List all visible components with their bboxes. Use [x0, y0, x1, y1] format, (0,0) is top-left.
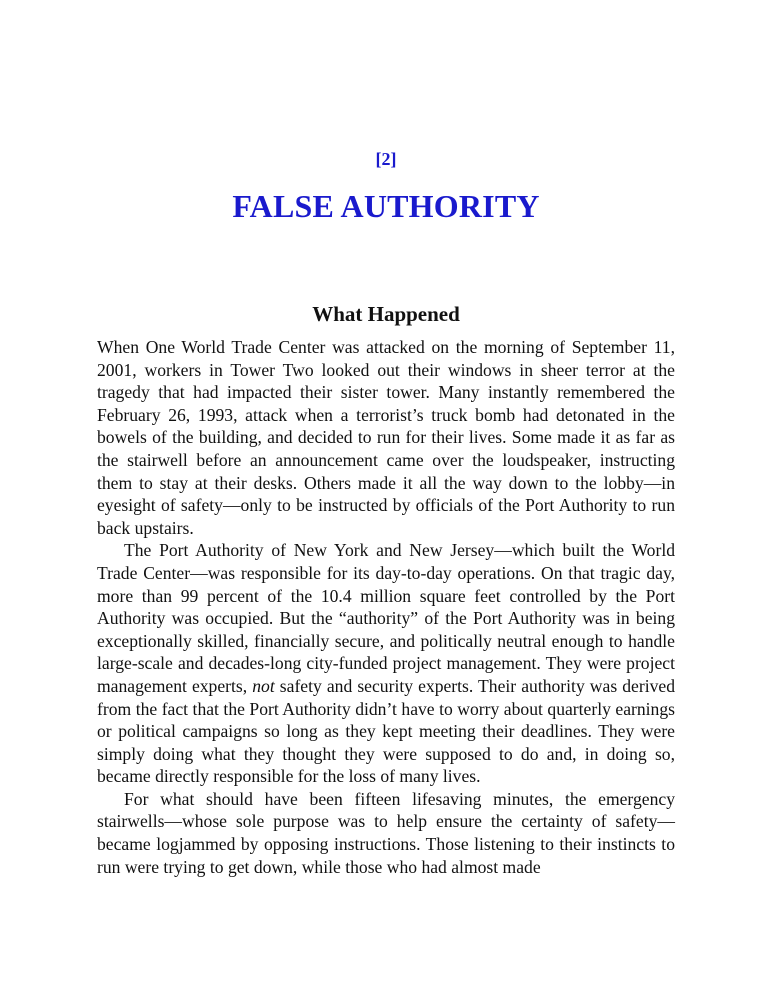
emphasis-not: not — [252, 675, 275, 696]
paragraph-3: For what should have been fifteen lifesaving minutes, the emergency stairwells—whose sole purpose was to help ensure the certainty of safety—became logjammed by opposing instructions. Those listening to their instincts to run were trying to get down, while those who had almost made — [97, 788, 675, 877]
paragraph-2-text-b: safety and security experts. Their authority was derived from the fact that the Port Authority didn’t have to worry about quarterly earnings or political campaigns so long as they kept meeting their deadlines. They were simply doing what they thought they were supposed to do and, in doing so, became directly responsible for the loss of many lives. — [97, 675, 675, 787]
paragraph-1: When One World Trade Center was attacked on the morning of September 11, 2001, workers in Tower Two looked out their windows in sheer terror at the tragedy that had impacted their sister tower. Many instantly remembered the February 26, 1993, attack when a terrorist’s truck bomb had detonated in the bowels of the building, and decided to run for their lives. Some made it as far as the stairwell before an announcement came over the loudspeaker, instructing them to stay at their desks. Others made it all the way down to the lobby—in eyesight of safety—only to be instructed by officials of the Port Authority to run back upstairs. — [97, 337, 675, 538]
chapter-title: FALSE AUTHORITY — [232, 188, 540, 224]
section-heading: What Happened — [312, 302, 460, 326]
paragraph-2 — [97, 539, 675, 788]
body-text — [97, 336, 675, 878]
paragraph-2-text-a: The Port Authority of New York and New Jersey—which built the World Trade Center—was responsible for its day-to-day operations. On that tragic day, more than 99 percent of the 10.4 million square feet controlled by the Port Authority was occupied. But the “authority” of the Port Authority was in being exceptionally skilled, financially secure, and politically neutral enough to handle large-scale and decades-long city-funded project management. They were project management experts, — [97, 540, 675, 696]
chapter-number: [2] — [375, 149, 397, 169]
